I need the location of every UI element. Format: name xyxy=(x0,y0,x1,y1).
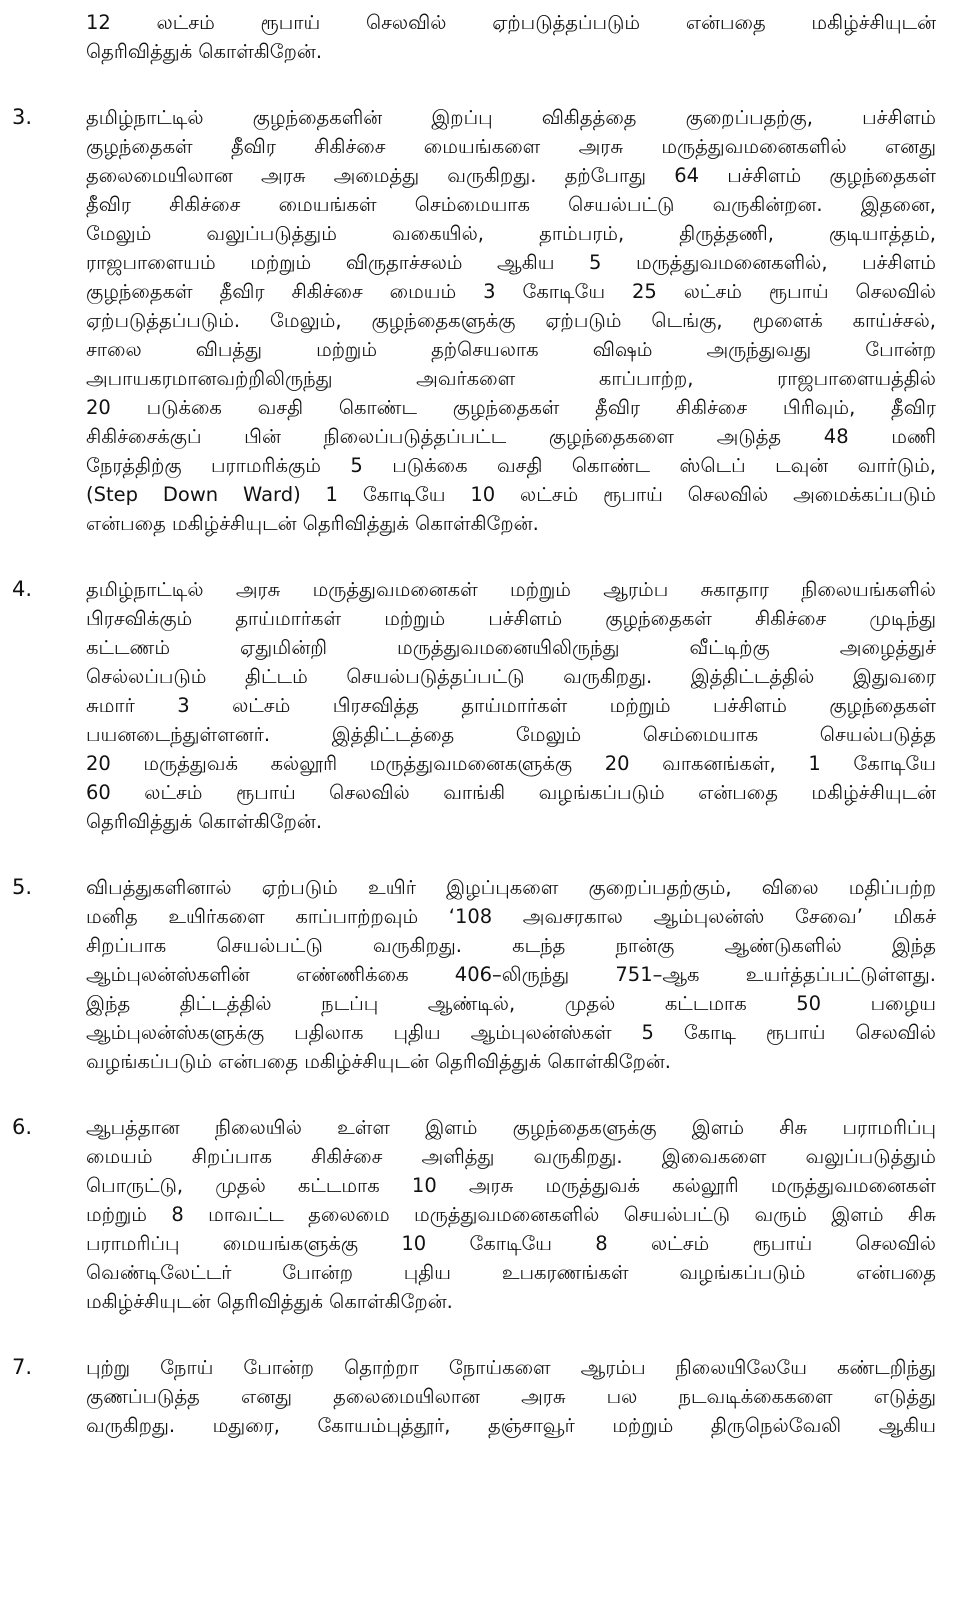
paragraph-7 xyxy=(0,1353,938,1440)
text-line: தீவிர சிகிச்சை மையங்கள் செம்மையாக செயல்பட்டு வருகின்றன. இதனை, xyxy=(86,193,936,216)
text-line: சாலை விபத்து மற்றும் தற்செயலாக விஷம் அருந்துவது போன்ற xyxy=(86,338,936,361)
text-line: 20 படுக்கை வசதி கொண்ட குழந்தைகள் தீவிர சிகிச்சை பிரிவும், தீவிர xyxy=(86,396,936,419)
paragraph-body xyxy=(86,1113,936,1316)
text-line: தமிழ்நாட்டில் குழந்தைகளின் இறப்பு விகிதத்தை குறைப்பதற்கு, பச்சிளம் xyxy=(86,106,936,129)
text-line: சிறப்பாக செயல்பட்டு வருகிறது. கடந்த நான்கு ஆண்டுகளில் இந்த xyxy=(86,934,936,957)
text-line: பயனடைந்துள்ளனர். இத்திட்டத்தை மேலும் செம்மையாக செயல்படுத்த xyxy=(86,723,936,746)
paragraph-body xyxy=(86,575,936,836)
text-line: ஆம்புலன்ஸ்களின் எண்ணிக்கை 406–லிருந்து 751–ஆக உயர்த்தப்பட்டுள்ளது. xyxy=(86,963,936,986)
paragraph-body xyxy=(86,873,936,1076)
text-line: மகிழ்ச்சியுடன் தெரிவித்துக் கொள்கிறேன். xyxy=(86,1290,453,1313)
text-line: மற்றும் 8 மாவட்ட தலைமை மருத்துவமனைகளில் செயல்பட்டு வரும் இளம் சிசு xyxy=(86,1203,936,1226)
text-line: சுமார் 3 லட்சம் பிரசவித்த தாய்மார்கள் மற்றும் பச்சிளம் குழந்தைகள் xyxy=(86,694,936,717)
text-line: விபத்துகளினால் ஏற்படும் உயிர் இழப்புகளை குறைப்பதற்கும், விலை மதிப்பற்ற xyxy=(86,876,936,899)
paragraph-number: 7. xyxy=(12,1355,33,1379)
text-line: குழந்தைகள் தீவிர சிகிச்சை மையங்களை அரசு மருத்துவமனைகளில் எனது xyxy=(86,135,936,158)
paragraph-3 xyxy=(0,103,938,538)
paragraph-body xyxy=(86,1353,936,1440)
text-line: மேலும் வலுப்படுத்தும் வகையில், தாம்பரம், திருத்தணி, குடியாத்தம், xyxy=(86,222,936,245)
text-line: தலைமையிலான அரசு அமைத்து வருகிறது. தற்போது 64 பச்சிளம் குழந்தைகள் xyxy=(86,164,936,187)
text-line: இந்த திட்டத்தில் நடப்பு ஆண்டில், முதல் கட்டமாக 50 பழைய xyxy=(86,992,936,1015)
text-line: வெண்டிலேட்டர் போன்ற புதிய உபகரணங்கள் வழங்கப்படும் என்பதை xyxy=(86,1261,936,1284)
paragraph-4 xyxy=(0,575,938,836)
text-line: குழந்தைகள் தீவிர சிகிச்சை மையம் 3 கோடியே 25 லட்சம் ரூபாய் செலவில் xyxy=(86,280,936,303)
paragraph-number: 6. xyxy=(12,1115,33,1139)
text-line: 12 லட்சம் ரூபாய் செலவில் ஏற்படுத்தப்படும் என்பதை மகிழ்ச்சியுடன் xyxy=(86,11,936,34)
text-line: கட்டணம் ஏதுமின்றி மருத்துவமனையிலிருந்து வீட்டிற்கு அழைத்துச் xyxy=(86,636,936,659)
paragraph-6 xyxy=(0,1113,938,1316)
text-line: என்பதை மகிழ்ச்சியுடன் தெரிவித்துக் கொள்கிறேன். xyxy=(86,512,539,535)
text-line: சிகிச்சைக்குப் பின் நிலைப்படுத்தப்பட்ட குழந்தைகளை அடுத்த 48 மணி xyxy=(86,425,936,448)
text-line: 20 மருத்துவக் கல்லூரி மருத்துவமனைகளுக்கு 20 வாகனங்கள், 1 கோடியே xyxy=(86,752,936,775)
text-line: தமிழ்நாட்டில் அரசு மருத்துவமனைகள் மற்றும் ஆரம்ப சுகாதார நிலையங்களில் xyxy=(86,578,936,601)
text-line: பொருட்டு, முதல் கட்டமாக 10 அரசு மருத்துவக் கல்லூரி மருத்துவமனைகள் xyxy=(86,1174,936,1197)
text-line: 60 லட்சம் ரூபாய் செலவில் வாங்கி வழங்கப்படும் என்பதை மகிழ்ச்சியுடன் xyxy=(86,781,936,804)
text-line: தெரிவித்துக் கொள்கிறேன். xyxy=(86,40,323,63)
intro-paragraph xyxy=(86,8,936,66)
paragraph-5 xyxy=(0,873,938,1076)
text-line: வருகிறது. மதுரை, கோயம்புத்தூர், தஞ்சாவூர் மற்றும் திருநெல்வேலி ஆகிய xyxy=(86,1414,936,1437)
text-line: வழங்கப்படும் என்பதை மகிழ்ச்சியுடன் தெரிவித்துக் கொள்கிறேன். xyxy=(86,1050,672,1073)
text-line: ஆபத்தான நிலையில் உள்ள இளம் குழந்தைகளுக்கு இளம் சிசு பராமரிப்பு xyxy=(86,1116,936,1139)
text-line: அபாயகரமானவற்றிலிருந்து அவர்களை காப்பாற்ற, ராஜபாளையத்தில் xyxy=(86,367,936,390)
text-line: மையம் சிறப்பாக சிகிச்சை அளித்து வருகிறது. இவைகளை வலுப்படுத்தும் xyxy=(86,1145,936,1168)
text-line: மனித உயிர்களை காப்பாற்றவும் ‘108 அவசரகால ஆம்புலன்ஸ் சேவை’ மிகச் xyxy=(86,905,936,928)
text-line: செல்லப்படும் திட்டம் செயல்படுத்தப்பட்டு வருகிறது. இத்திட்டத்தில் இதுவரை xyxy=(86,665,936,688)
paragraph-number: 3. xyxy=(12,105,33,129)
text-line: நேரத்திற்கு பராமரிக்கும் 5 படுக்கை வசதி கொண்ட ஸ்டெப் டவுன் வார்டும், xyxy=(86,454,936,477)
text-line: புற்று நோய் போன்ற தொற்றா நோய்களை ஆரம்ப நிலையிலேயே கண்டறிந்து xyxy=(86,1356,936,1379)
text-line: (Step Down Ward) 1 கோடியே 10 லட்சம் ரூபாய் செலவில் அமைக்கப்படும் xyxy=(86,483,936,506)
text-line: குணப்படுத்த எனது தலைமையிலான அரசு பல நடவடிக்கைகளை எடுத்து xyxy=(86,1385,936,1408)
text-line: பிரசவிக்கும் தாய்மார்கள் மற்றும் பச்சிளம் குழந்தைகள் சிகிச்சை முடிந்து xyxy=(86,607,936,630)
text-line: ராஜபாளையம் மற்றும் விருதாச்சலம் ஆகிய 5 மருத்துவமனைகளில், பச்சிளம் xyxy=(86,251,936,274)
paragraph-number: 4. xyxy=(12,577,33,601)
text-line: ஏற்படுத்தப்படும். மேலும், குழந்தைகளுக்கு ஏற்படும் டெங்கு, மூளைக் காய்ச்சல், xyxy=(86,309,936,332)
text-line: தெரிவித்துக் கொள்கிறேன். xyxy=(86,810,323,833)
paragraph-number: 5. xyxy=(12,875,33,899)
paragraph-body xyxy=(86,103,936,538)
text-line: பராமரிப்பு மையங்களுக்கு 10 கோடியே 8 லட்சம் ரூபாய் செலவில் xyxy=(86,1232,936,1255)
text-line: ஆம்புலன்ஸ்களுக்கு பதிலாக புதிய ஆம்புலன்ஸ்கள் 5 கோடி ரூபாய் செலவில் xyxy=(86,1021,936,1044)
